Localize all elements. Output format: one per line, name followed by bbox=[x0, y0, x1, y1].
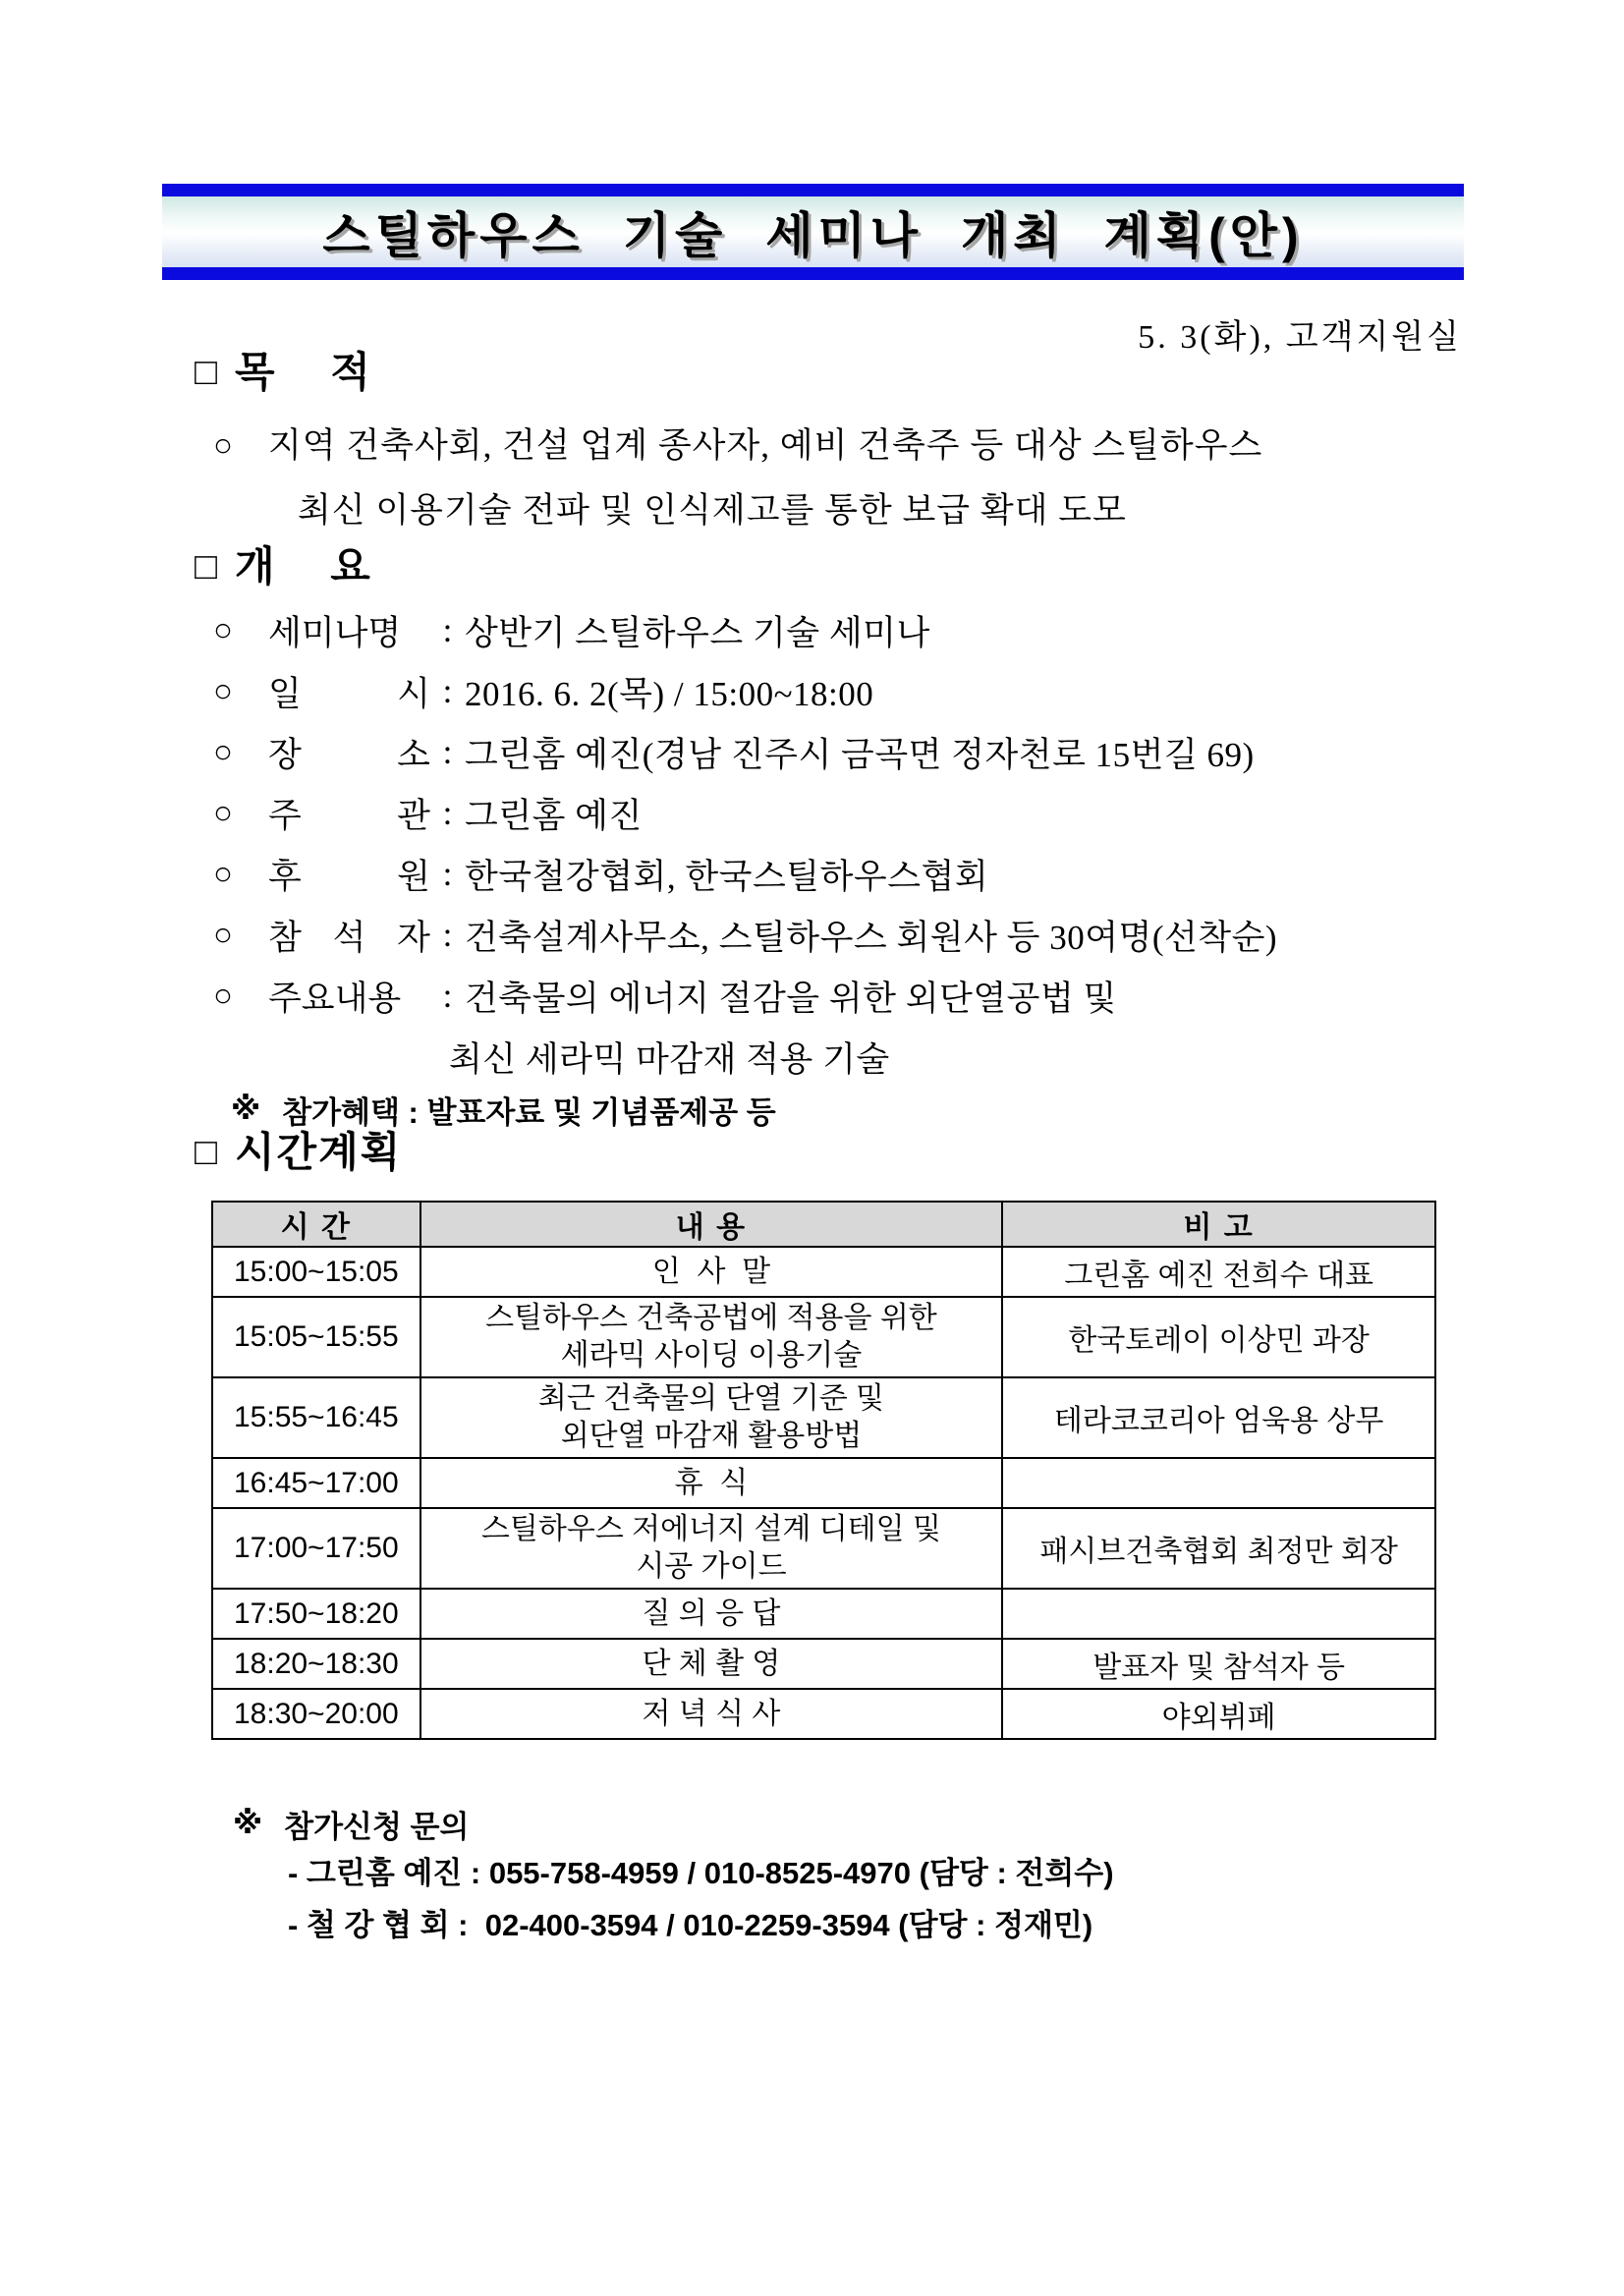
overview-label: 참 석 자 bbox=[268, 919, 430, 957]
overview-label: 주 관 bbox=[268, 797, 430, 835]
overview-item-sponsor bbox=[162, 844, 1464, 905]
content-cell bbox=[420, 1297, 1003, 1377]
document-page bbox=[162, 0, 1464, 1948]
circle-bullet-icon: ○ bbox=[213, 917, 233, 953]
contact-heading-text: 참가신청 문의 bbox=[284, 1809, 470, 1844]
content-cell bbox=[420, 1377, 1003, 1458]
time-cell: 17:00~17:50 bbox=[212, 1508, 420, 1589]
time-cell: 18:20~18:30 bbox=[212, 1639, 420, 1689]
banner-top-bar bbox=[162, 184, 1464, 196]
overview-value: 그린홈 예진 bbox=[465, 797, 643, 835]
time-cell: 15:05~15:55 bbox=[212, 1297, 420, 1377]
table-row bbox=[212, 1589, 1435, 1639]
content-cell bbox=[420, 1247, 1003, 1297]
circle-bullet-icon: ○ bbox=[213, 673, 233, 709]
time-cell: 17:50~18:20 bbox=[212, 1589, 420, 1639]
remarks-cell bbox=[1002, 1458, 1435, 1508]
overview-value: 상반기 스틸하우스 기술 세미나 bbox=[465, 614, 930, 652]
overview-value: 그린홈 예진(경남 진주시 금곡면 정자천로 15번길 69) bbox=[465, 736, 1255, 774]
schedule-table bbox=[211, 1201, 1436, 1740]
overview-item-main-content-line2 bbox=[162, 1027, 1464, 1088]
overview-label: 후 원 bbox=[268, 858, 430, 896]
purpose-line-2: 최신 이용기술 전파 및 인식제고를 통한 보급 확대 도모 bbox=[298, 491, 1127, 530]
overview-item-datetime bbox=[162, 661, 1464, 722]
square-marker-icon: □ bbox=[195, 1132, 217, 1173]
content-line: 세라믹 사이딩 이용기술 bbox=[560, 1339, 863, 1372]
content-cell bbox=[420, 1639, 1003, 1689]
section-heading-purpose bbox=[195, 349, 1464, 396]
remarks-cell: 그린홈 예진 전희수 대표 bbox=[1002, 1247, 1435, 1297]
overview-value: 2016. 6. 2(목) / 15:00~18:00 bbox=[465, 675, 874, 713]
page-title: 스틸하우스 기술 세미나 개최 계획(안) bbox=[322, 208, 1304, 263]
content-line: 질 의 응 답 bbox=[642, 1596, 781, 1630]
square-marker-icon: □ bbox=[195, 546, 217, 588]
overview-value-continuation: 최신 세라믹 마감재 적용 기술 bbox=[449, 1040, 890, 1079]
contact-block bbox=[162, 1803, 1464, 1948]
overview-label: 일 시 bbox=[268, 675, 430, 713]
content-line: 저 녁 식 사 bbox=[642, 1697, 781, 1730]
remarks-cell bbox=[1002, 1589, 1435, 1639]
circle-bullet-icon: ○ bbox=[213, 612, 233, 648]
remarks-cell: 야외뷔페 bbox=[1002, 1689, 1435, 1739]
label-colon: : bbox=[442, 916, 453, 954]
label-colon: : bbox=[442, 977, 453, 1015]
label-colon: : bbox=[442, 794, 453, 832]
overview-value: 건축물의 에너지 절감을 위한 외단열공법 및 bbox=[465, 980, 1117, 1018]
content-cell bbox=[420, 1458, 1003, 1508]
content-line: 시공 가이드 bbox=[636, 1550, 787, 1583]
remarks-cell: 발표자 및 참석자 등 bbox=[1002, 1639, 1435, 1689]
contact-line-greenhome: - 그린홈 예진 : 055-758-4959 / 010-8525-4970 (담당 : 전희수) bbox=[288, 1856, 1114, 1890]
content-line: 스틸하우스 건축공법에 적용을 위한 bbox=[485, 1302, 937, 1334]
section-title-purpose: 목 적 bbox=[234, 349, 372, 395]
circle-bullet-icon: ○ bbox=[213, 978, 233, 1014]
date-line: 5. 3(화), 고객지원실 bbox=[1138, 319, 1462, 356]
table-row bbox=[212, 1377, 1435, 1458]
content-cell bbox=[420, 1589, 1003, 1639]
benefit-note-text: 참가혜택 : 발표자료 및 기념품제공 등 bbox=[282, 1094, 776, 1130]
content-line: 휴 식 bbox=[674, 1466, 749, 1499]
label-colon: : bbox=[442, 855, 453, 893]
circle-bullet-icon: ○ bbox=[213, 856, 233, 892]
overview-label: 세미나명 bbox=[268, 614, 402, 652]
remarks-cell: 한국토레이 이상민 과장 bbox=[1002, 1297, 1435, 1377]
time-cell: 15:55~16:45 bbox=[212, 1377, 420, 1458]
overview-item-main-content bbox=[162, 966, 1464, 1027]
overview-label: 주요내용 bbox=[268, 980, 402, 1018]
remarks-cell: 패시브건축협회 최정만 회장 bbox=[1002, 1508, 1435, 1589]
content-cell bbox=[420, 1508, 1003, 1589]
content-line: 단 체 촬 영 bbox=[642, 1647, 781, 1680]
column-header-content: 내 용 bbox=[420, 1202, 1003, 1247]
banner-bottom-bar bbox=[162, 267, 1464, 280]
section-heading-schedule bbox=[195, 1129, 1464, 1176]
content-line: 최근 건축물의 단열 기준 및 bbox=[537, 1382, 884, 1415]
content-line: 외단열 마감재 활용방법 bbox=[560, 1420, 863, 1452]
purpose-text bbox=[268, 414, 1262, 543]
overview-item-host bbox=[162, 783, 1464, 844]
overview-label: 장 소 bbox=[268, 736, 430, 774]
square-marker-icon: □ bbox=[195, 352, 217, 393]
table-row bbox=[212, 1639, 1435, 1689]
purpose-line-1: 지역 건축사회, 건설 업계 종사자, 예비 건축주 등 대상 스틸하우스 bbox=[268, 426, 1263, 465]
table-row bbox=[212, 1508, 1435, 1589]
column-header-time: 시 간 bbox=[212, 1202, 420, 1247]
section-title-overview: 개 요 bbox=[234, 543, 372, 589]
content-cell bbox=[420, 1689, 1003, 1739]
label-colon: : bbox=[442, 733, 453, 771]
content-line: 스틸하우스 저에너지 설계 디테일 및 bbox=[480, 1513, 941, 1545]
section-heading-overview bbox=[195, 543, 1464, 590]
section-title-schedule: 시간계획 bbox=[234, 1129, 403, 1175]
content-line: 인 사 말 bbox=[651, 1255, 771, 1288]
remarks-cell: 테라코코리아 엄욱용 상무 bbox=[1002, 1377, 1435, 1458]
reference-mark-icon: ※ bbox=[231, 1092, 261, 1126]
overview-value: 건축설계사무소, 스틸하우스 회원사 등 30여명(선착순) bbox=[465, 919, 1278, 957]
column-header-remarks: 비 고 bbox=[1002, 1202, 1435, 1247]
banner-body bbox=[162, 196, 1464, 267]
overview-value: 한국철강협회, 한국스틸하우스협회 bbox=[465, 858, 989, 896]
table-row bbox=[212, 1458, 1435, 1508]
time-cell: 18:30~20:00 bbox=[212, 1689, 420, 1739]
overview-item-venue bbox=[162, 722, 1464, 783]
time-cell: 16:45~17:00 bbox=[212, 1458, 420, 1508]
reference-mark-icon: ※ bbox=[233, 1806, 263, 1840]
circle-bullet-icon: ○ bbox=[213, 428, 233, 464]
purpose-paragraph bbox=[162, 414, 1464, 543]
table-row bbox=[212, 1689, 1435, 1739]
label-colon: : bbox=[442, 672, 453, 710]
overview-list bbox=[162, 600, 1464, 1088]
label-colon: : bbox=[442, 611, 453, 649]
table-row bbox=[212, 1247, 1435, 1297]
overview-item-attendees bbox=[162, 905, 1464, 966]
time-cell: 15:00~15:05 bbox=[212, 1247, 420, 1297]
table-row bbox=[212, 1297, 1435, 1377]
circle-bullet-icon: ○ bbox=[213, 734, 233, 770]
overview-item-seminar-name bbox=[162, 600, 1464, 661]
schedule-header-row bbox=[212, 1202, 1435, 1247]
contact-line-steel-association: - 철 강 협 회 : 02-400-3594 / 010-2259-3594 (담당 : 정재민) bbox=[288, 1908, 1093, 1942]
benefit-note bbox=[162, 1090, 1464, 1129]
contact-heading bbox=[162, 1803, 1464, 1844]
title-banner bbox=[162, 184, 1464, 280]
circle-bullet-icon: ○ bbox=[213, 795, 233, 831]
